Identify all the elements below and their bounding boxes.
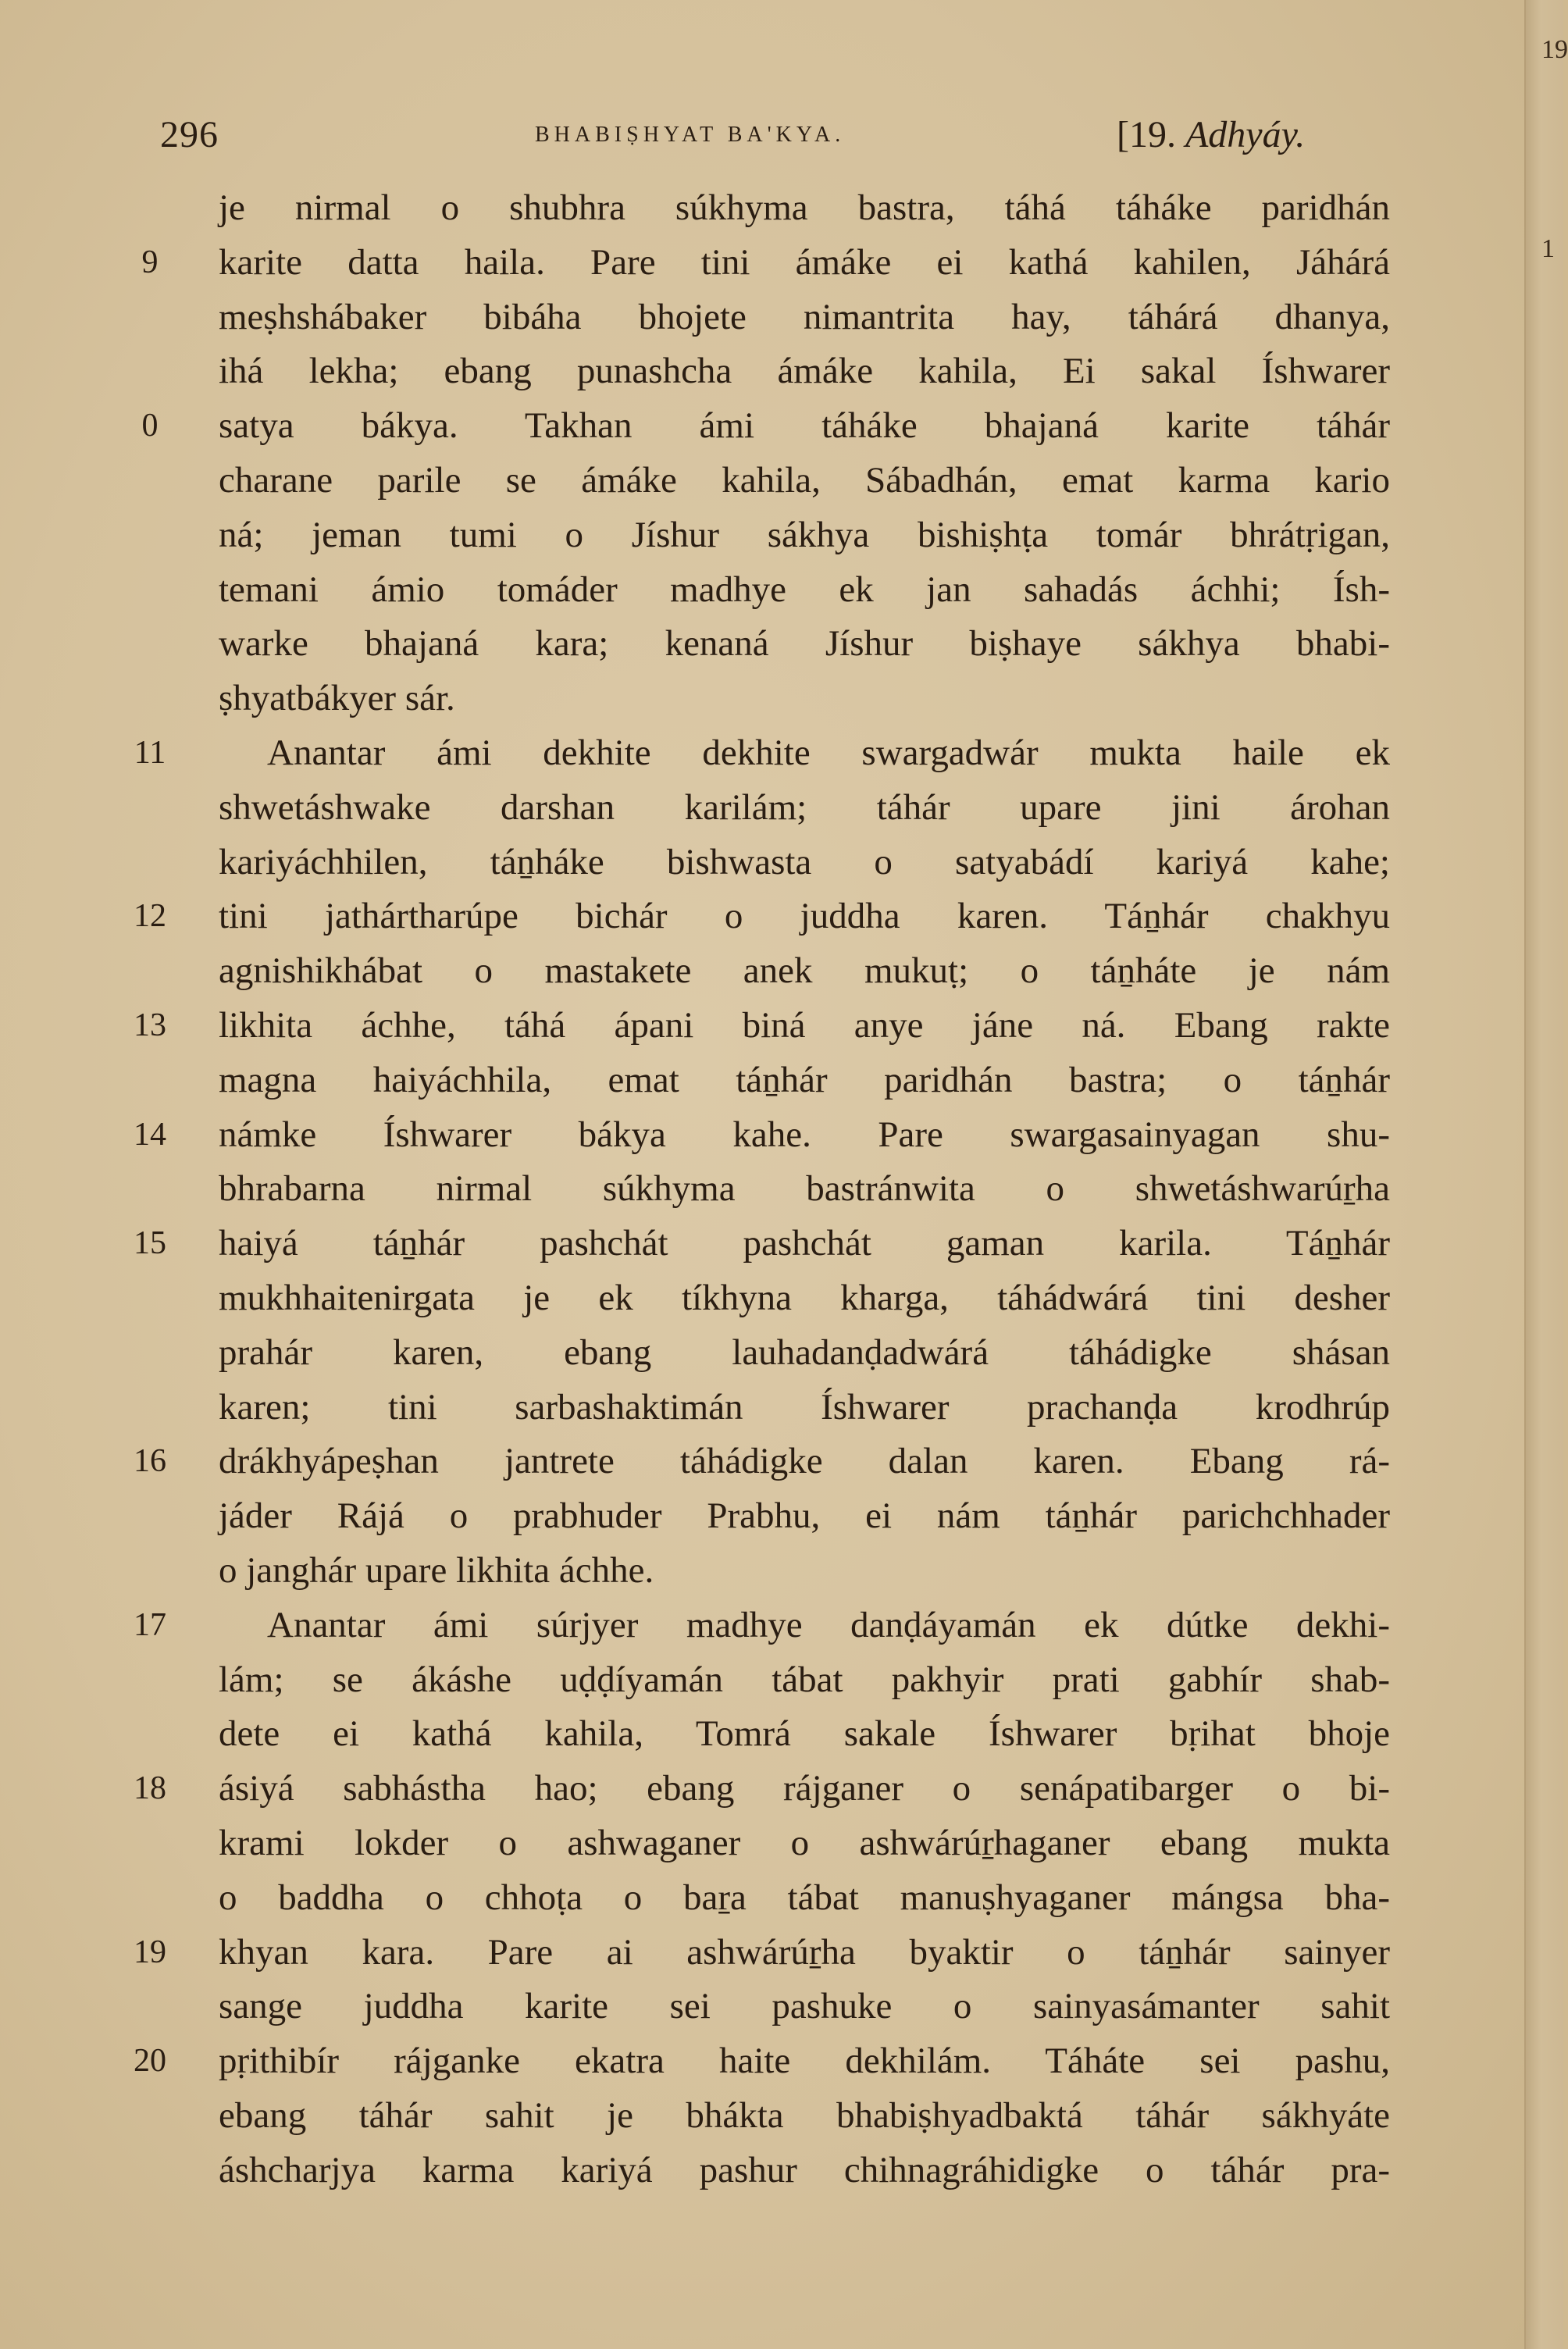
text-line (134, 1108, 1390, 1163)
line-text: sange juddha karite sei pashuke o sainyasámanter sahit (219, 1986, 1390, 2027)
text-line (156, 617, 1390, 672)
text-line (156, 1326, 1390, 1381)
line-text: o baddha o chhoṭa o baṟa tábat manuṣhyaganer mángsa bha- (219, 1877, 1390, 1918)
text-line (156, 1162, 1390, 1217)
line-text: áshcharjya karma kariyá pashur chihnagráhidigke o táhár pra- (219, 2149, 1390, 2190)
running-title: BHABIṢHYAT BA'KYA. (535, 123, 846, 147)
verse-number: 9 (141, 244, 159, 280)
line-text: karite datta haila. Pare tini ámáke ei kathá kahilen, Jáhárá (219, 241, 1390, 283)
text-line (156, 2144, 1390, 2198)
line-text: khyan kara. Pare ai ashwárúṟha byaktir o táṉhár sainyer (219, 1931, 1390, 1973)
line-text: kariyáchhilen, táṉháke bishwasta o satyabádí kariyá kahe; (219, 841, 1390, 882)
line-text: prahár karen, ebang lauhadanḍadwárá táhádigke shásan (219, 1331, 1390, 1373)
text-line (156, 672, 1390, 726)
verse-number: 16 (134, 1443, 166, 1480)
verse-number: 19 (134, 1934, 166, 1970)
line-text: ṣhyatbákyer sár. (219, 678, 455, 719)
verse-number: 13 (134, 1007, 166, 1043)
text-line (156, 1053, 1390, 1108)
text-line (156, 344, 1390, 399)
verse-number: 18 (134, 1770, 166, 1807)
chapter-bracket: [ (1117, 114, 1129, 155)
line-text: charane parile se ámáke kahila, Sábadhán, emat karma kario (219, 459, 1390, 501)
text-line (134, 1435, 1390, 1489)
facing-page-number: 19 (1541, 35, 1568, 64)
text-line (134, 2034, 1390, 2089)
text-line (156, 1271, 1390, 1326)
chapter-number: 19. (1128, 114, 1176, 155)
line-text: ihá lekha; ebang punashcha ámáke kahila, Ei sakal Íshwarer (219, 351, 1390, 392)
page-header (160, 113, 1363, 160)
chapter-word: Adhyáy. (1185, 114, 1306, 155)
verse-number: 11 (134, 734, 166, 771)
line-text: tini jathártharúpe bichár o juddha karen. Táṉhár chakhyu (219, 896, 1390, 937)
text-line (141, 399, 1390, 454)
line-text: krami lokder o ashwaganer o ashwárúṟhaganer ebang mukta (219, 1822, 1390, 1863)
line-text: Anantar ámi súrjyer madhye danḍáyamán ek dútke dekhi- (267, 1604, 1390, 1645)
line-text: Anantar ámi dekhite dekhite swargadwár mukta haile ek (267, 732, 1390, 773)
line-text: meṣhshábaker bibáha bhojete nimantrita hay, táhárá dhanya, (219, 296, 1390, 337)
line-text: bhrabarna nirmal súkhyma bastránwita o shwetáshwarúṟha (219, 1168, 1390, 1210)
line-text: mukhhaitenirgata je ek tíkhyna kharga, táhádwárá tini desher (219, 1277, 1390, 1318)
line-text: warke bhajaná kara; kenaná Jíshur biṣhaye sákhya bhabi- (219, 623, 1390, 665)
text-line (156, 1489, 1390, 1544)
line-text: drákhyápeṣhan jantrete táhádigke dalan karen. Ebang rá- (219, 1441, 1390, 1482)
text-line (156, 1816, 1390, 1871)
line-text: ebang táhár sahit je bhákta bhabiṣhyadbaktá táhár sákhyáte (219, 2094, 1390, 2136)
line-text: satya bákya. Takhan ámi táháke bhajaná karite táhár (219, 405, 1390, 447)
line-text: temani ámio tomáder madhye ek jan sahadás áchhi; Ísh- (219, 569, 1390, 610)
line-text: ásiyá sabhástha hao; ebang rájganer o senápatibarger o bi- (219, 1768, 1390, 1809)
line-text: likhita áchhe, táhá ápani biná anye jáne ná. Ebang rakte (219, 1004, 1390, 1046)
line-text: námke Íshwarer bákya kahe. Pare swargasainyagan shu- (219, 1114, 1390, 1155)
verse-number: 15 (134, 1225, 166, 1262)
verse-number: 0 (141, 408, 159, 444)
text-line (141, 236, 1390, 291)
line-text: je nirmal o shubhra súkhyma bastra, táhá táháke paridhán (219, 187, 1390, 228)
verse-number: 14 (134, 1116, 166, 1153)
text-line (156, 454, 1390, 508)
text-line (156, 1980, 1390, 2034)
text-line (134, 1926, 1390, 1980)
text-line (156, 1871, 1390, 1926)
body-text (134, 181, 1390, 2198)
text-line (156, 1707, 1390, 1762)
line-text: dete ei kathá kahila, Tomrá sakale Íshwarer bṛihat bhoje (219, 1713, 1390, 1755)
text-line (156, 508, 1390, 563)
line-text: shwetáshwake darshan karilám; táhár upare jini árohan (219, 786, 1390, 828)
chapter-reference (1117, 113, 1305, 156)
line-text: karen; tini sarbashaktimán Íshwarer prachanḍa krodhrúp (219, 1386, 1390, 1428)
verse-number: 12 (134, 898, 166, 935)
text-line (156, 563, 1390, 618)
text-line (156, 1544, 1390, 1599)
text-line (156, 1653, 1390, 1708)
line-text: ná; jeman tumi o Jíshur sákhya bishiṣhṭa tomár bhrátṛigan, (219, 514, 1390, 555)
text-line (156, 181, 1390, 236)
page-number: 296 (160, 114, 219, 155)
text-line (156, 291, 1390, 345)
line-text: jáder Rájá o prabhuder Prabhu, ei nám táṉhár parichchhader (219, 1495, 1390, 1537)
line-text: pṛithibír rájganke ekatra haite dekhilám. Táháte sei pashu, (219, 2041, 1390, 2082)
text-line (156, 836, 1390, 890)
text-line (134, 1217, 1390, 1271)
verse-number: 20 (134, 2043, 166, 2080)
facing-page-verse-number: 1 (1541, 234, 1555, 263)
line-text: lám; se ákáshe uḍḍíyamán tábat pakhyir prati gabhír shab- (219, 1659, 1390, 1700)
text-line (134, 999, 1390, 1053)
text-line (134, 1762, 1390, 1816)
facing-page-edge (1524, 0, 1568, 2349)
verse-number: 17 (134, 1606, 166, 1643)
text-line (134, 726, 1390, 781)
line-text: magna haiyáchhila, emat táṉhár paridhán bastra; o táṉhár (219, 1059, 1390, 1100)
text-line (134, 1599, 1390, 1653)
line-text: o janghár upare likhita áchhe. (219, 1549, 654, 1591)
text-line (156, 2089, 1390, 2144)
text-line (156, 1381, 1390, 1435)
line-text: agnishikhábat o mastakete anek mukuṭ; o táṉháte je nám (219, 950, 1390, 992)
text-line (156, 944, 1390, 999)
line-text: haiyá táṉhár pashchát pashchát gaman karila. Táṉhár (219, 1223, 1390, 1264)
text-line (134, 889, 1390, 944)
text-line (156, 781, 1390, 836)
